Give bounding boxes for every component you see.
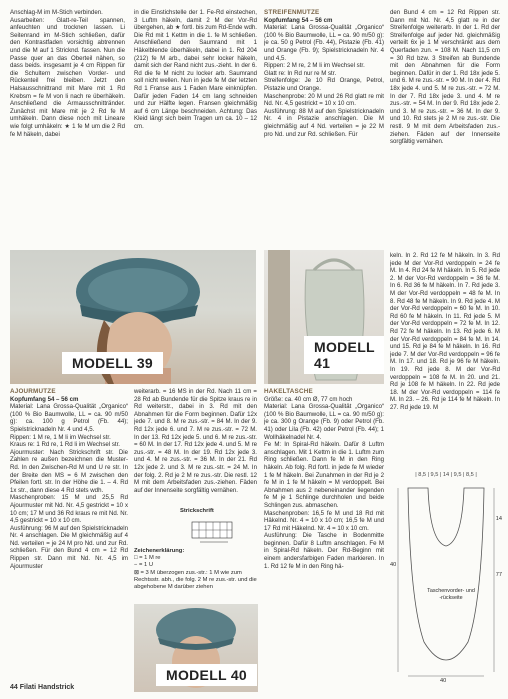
paragraph: Fe M: In Spiral-Rd häkeln. Dafür 8 Luftm anschlagen. Mit 1 Kettm in die 1. Luftm zum Ring schließen. Dann fe M in den Ring häkeln. Ab folg. Rd fortl. in jede fe M wieder 1 fe M häkeln. Bei Zunahmen in der Rd je 2 fe M in 1 fe M häkeln = M verdoppelt. Bei Abnahmen aus 2 nebeneinander liegenden fe M je 1 Schlinge durchholen und beide Schlingen zus. abmaschen. — [264, 441, 384, 509]
dim-bottom: 40 — [440, 678, 447, 684]
legend-item: − = 1 U — [134, 562, 154, 569]
stitch-legend — [134, 548, 258, 591]
dim-right: 77 — [495, 572, 502, 578]
text-column-2-mid — [134, 388, 257, 508]
paragraph: Glatt re: In Rd nur re M str. — [264, 69, 337, 77]
legend-item: □ = 1 M re — [134, 555, 161, 562]
photo-model-41 — [264, 250, 384, 384]
paragraph: Ausführung: Die Tasche in Bodenmitte beginnen. Dafür 8 Luftm anschlagen. Fe M in Spiral-Rd häkeln. Der Rd-Beginn mit einem andersfarbigen Faden markieren. In 1. Rd 12 fe M in den Ring hä- — [264, 532, 384, 570]
size-line: Kopfumfang 54 – 56 cm — [10, 395, 79, 403]
strickschrift-block — [180, 508, 260, 515]
size-line: Größe: ca. 40 cm Ø, 77 cm hoch — [264, 395, 353, 403]
text-column-2-top — [134, 9, 257, 247]
paragraph: Anschlag-M im M-Stich verbinden. — [10, 9, 103, 16]
text-column-3-mid — [264, 388, 384, 688]
text-column-4-top — [390, 9, 500, 247]
paragraph: Rippen: 2 M re, 2 M li im Wechsel str. — [264, 62, 365, 70]
section-title: AJOURMÜTZE — [10, 388, 56, 395]
model-label: MODELL 40 — [156, 664, 257, 686]
diagram-inner-label: Taschenvorder- und -rückseite — [427, 588, 475, 601]
text-column-1-top — [10, 9, 125, 247]
strickschrift-title: Strickschrift — [180, 508, 214, 514]
paragraph: Maschenproben: 15 M und 25,5 Rd Ajourmuster mit Nd. Nr. 4,5 gestrickt = 10 x 10 cm; 17 M und 36 Rd kraus re mit Nd. Nr. 4,5 gestrickt = 10 x 10 cm. — [10, 494, 128, 525]
page-footer: 44 Filati Handstrick — [10, 684, 75, 691]
paragraph: Material: Lana Grossa-Qualität „Organico“ (100 % Bio Baumwolle, LL = ca. 90 m/50 g): je ca. 50 g Petrol (Fb. 44), Pistazie (Fb. 41) und Orange (Fb. 9); Spielstricknadeln Nr. 4 und 4,5. — [264, 24, 384, 62]
text-column-3-top — [264, 9, 384, 247]
bag-outline — [390, 482, 502, 682]
paragraph: in die Einstichstelle der 1. Fe-Rd einstechen, 3 Luftm häkeln, damit 2 M der Vor-Rd übergehen, ab ★ fortl. bis zum Rd-Ende wdh. Die Rd mit 1 Kettm in die 1. fe M schließen. Anschließend den Saumrand mit 1 Häkelblende überhäkeln, dabei in 1. Rd 204 (212) fe M arb., dabei sehr locker häkeln, damit sich der Rand nicht zus.-zieht. In der 6. Rd die fe M nicht zu locker arb. Saumrand soll nicht wellen. Nun in jede fe M der letzten Rd 1 Franse aus 1 Faden Mare einknüpfen. Dafür jeden Faden 14 cm lang schneiden und zur Hälfte legen. Fransen gleichmäßig auf 6 cm Länge beschneiden. Achtung: Das Kleid längt sich beim Tragen um ca. 10 – 12 cm. — [134, 9, 257, 130]
bag-schematic — [390, 472, 502, 692]
text-column-1-mid — [10, 388, 128, 678]
photo-model-40 — [134, 604, 258, 692]
dim-left: 40 — [390, 562, 397, 568]
section-title: STREIFENMÜTZE — [264, 9, 320, 16]
paragraph: Rippen: 1 M re, 1 M li im Wechsel str. — [10, 433, 111, 441]
stitch-chart — [190, 520, 236, 546]
paragraph: Maschenproben: 16,5 fe M und 18 Rd mit Häkelnd. Nr. 4 = 10 x 10 cm; 16,5 fe M und 17 Rd mit Häkelnd. Nr. 4 = 10 x 10 cm. — [264, 509, 384, 532]
photo-model-39 — [10, 250, 256, 384]
size-line: Kopfumfang 54 – 56 cm — [264, 16, 333, 24]
paragraph: Material: Lana Grossa-Qualität „Organico“ (100 % Bio Baumwolle, LL = ca. 90 m/50 g): ca. 100 g Petrol (Fb. 44); Spielstricknadeln Nr. 4 und 4,5. — [10, 403, 128, 433]
paragraph: Ausführung: 96 M auf den Spielstricknadeln Nr. 4 anschlagen. Die M gleichmäßig auf 4 Nd. verteilen = je 24 M pro Nd. und zur Rd. schließen. Für den Bund 4 cm = 12 Rd Rippen str. Dann mit Nd. Nr. 4,5 im Ajourmuster — [10, 524, 128, 570]
paragraph: Ausführung: 88 M auf den Spielstricknadeln Nr. 4 in Pistazie anschlagen. Die M gleichmäßig auf 4 Nd. verteilen = je 22 M pro Nd. und zur Rd. schließen. Für — [264, 107, 384, 138]
legend-item: ⊠ = 3 M überzogen zus.-str.: 1 M wie zum Rechtsstr. abh., die folg. 2 M re zus.-str. und die abgehobene M darüber ziehen — [134, 569, 257, 591]
paragraph: Ausarbeiten: Glatt-re-Teil spannen, anfeuchten und trocknen lassen. Li Seitenrand im M-Stich schließen, dafür den Kontrastfaden vorsichtig abtrennen und die M auf 1 Stricknd. fassen. Nun die Passe quer an das Oberteil nähen, so dass beids. insgesamt je 4 cm Rippen für die Schultern zwischen Vorder- und Rückenteil frei bleiben. Jetzt den Halsausschnittrand mit Mare mit 1 Rd Krebsm = fe M von li nach re überhäkeln. Anschließend die Armausschnittränder. Zunächst mit Mare mit je 2 Rd fe M umhäkeln. Dann diese noch mit Lineare wie folgt umhäkeln: ★ 1 fe M um die 2 Rd fe M häkeln, dabei — [10, 16, 125, 138]
dim-right-2: 14 — [495, 516, 502, 522]
paragraph: den Bund 4 cm = 12 Rd Rippen str. Dann mit Nd. Nr. 4,5 glatt re in der Streifenfolge weiterarb. In der 1. Rd der Streifenfolge auf jeder Nd. gleichmäßig verteilt 6x je 1 M verschränkt aus dem Querfaden zun. = 108 M. Nach 11,5 cm = 30 Rd bzw. 3 Streifen ab Bundende mit den Abnahmen für die Form beginnen. Dafür in der 1. Rd 18x jede 5. und 6. M re zus.-str. = 90 M. In der 4. Rd 18x jede 4. und 5. M re zus.-str. = 72 M. In der 7. Rd 18x jede 3. und 4. M re zus.-str. = 54 M. In der 9. Rd 18x jede 2. und 3. M re zus.-str. = 36 M. In der 9. und 10. Rd stets je 2 M re zus.-str. Die restl. 9 M mit dem Arbeitsfaden zus.-ziehen. Fäden auf der Innenseite sorgfältig vernähen. — [390, 9, 500, 146]
text-column-4-mid — [390, 252, 500, 467]
paragraph: Kraus re: 1 Rd re, 1 Rd li im Wechsel str. — [10, 441, 120, 449]
paragraph: weiterarb. = 16 MS in der Rd. Nach 11 cm = 28 Rd ab Bundende für die Spitze kraus re in Rd weiterstr., dabei in 3. Rd mit den Abnahmen für die Form beginnen. Dafür 12x jede 7. und 8. M re zus.-str. = 84 M. In der 9. Rd 12x jede 6. und 7. M re zus.-str. = 72 M. In der 13. Rd 12x jede 5. und 6. M re zus.-str. = 60 M. In der 17. Rd 12x jede 4. und 5. M re zus.-str. = 48 M. In der 19. Rd 12x jede 3. und 4. M re zus.-str. = 36 M. In der 21. Rd 12x jede 2. und 3. M re zus.-str. = 24 M. In der folg. 2. Rd je 2 M re zus.-str. Die restl. 12 M mit dem Arbeitsfaden zus.-ziehen. Fäden auf der Innenseite sorgfältig vernähen. — [134, 388, 257, 494]
legend-title: Zeichenerklärung: — [134, 548, 185, 554]
paragraph: Material: Lana Grossa-Qualität „Organico“ (100 % Bio Baumwolle, LL = ca. 90 m/50 g): je ca. 300 g Orange (Fb. 9) oder Petrol (Fb. 41) oder Lila (Fb. 42) oder Petrol (Fb. 44); 1 Wollhäkelnadel Nr. 4. — [264, 403, 384, 441]
model-label: MODELL 41 — [304, 336, 384, 374]
dim-top: | 8,5 | 9,5 | 14 | 9,5 | 8,5 | — [415, 472, 477, 478]
paragraph: keln. In 2. Rd 12 fe M häkeln. In 3. Rd jede M der Vor-Rd verdoppeln = 24 fe M. In 4. Rd 24 fe M häkeln. In 5. Rd jede 2. M der Vor-Rd verdoppeln = 36 fe M. In 6. Rd 36 fe M häkeln. In 7. Rd jede 3. M der Vor-Rd verdoppeln = 48 fe M. In 8. Rd 48 fe M häkeln. In 9. Rd jede 4. M der Vor-Rd verdoppeln = 60 fe M. In 10. Rd 60 fe M häkeln. In 11. Rd jede 5. M der Vor-Rd verdoppeln = 72 fe M. In 12. Rd 72 fe M häkeln. In 13. Rd jede 6. M der Vor-Rd verdoppeln = 84 fe M. In 14. und 15. Rd je 84 fe M häkeln. In 16. Rd jede 7. M der Vor-Rd verdoppeln = 96 fe M. In 17. und 18. Rd je 96 fe M häkeln. In 19. Rd jede 8. M der Vor-Rd verdoppeln = 108 fe M. In 20. und 21. Rd je 108 fe M häkeln. In 22. Rd jede 18. M der Vor-Rd verdoppeln = 114 fe M. In 23. – 26. Rd je 114 fe M häkeln. In 27. Rd jede 19. M — [390, 252, 500, 411]
model-label: MODELL 39 — [62, 352, 163, 374]
paragraph: Streifenfolge: Je 10 Rd Orange, Petrol, Pistazie und Orange. — [264, 77, 384, 92]
paragraph: Ajourmuster: Nach Strickschrift str. Die Zahlen re außen bezeichnen die Muster-Rd. In den Zwischen-Rd M und U re str. In der Breite den MS = 6 M zwischen den Pfeilen fortl. str. In der Höhe die 1. – 4. Rd 1x str., dann diese 4 Rd stets wdh. — [10, 448, 128, 494]
section-title: HÄKELTASCHE — [264, 388, 313, 395]
paragraph: Maschenprobe: 20 M und 26 Rd glatt re mit Nd. Nr. 4,5 gestrickt = 10 x 10 cm. — [264, 92, 384, 108]
